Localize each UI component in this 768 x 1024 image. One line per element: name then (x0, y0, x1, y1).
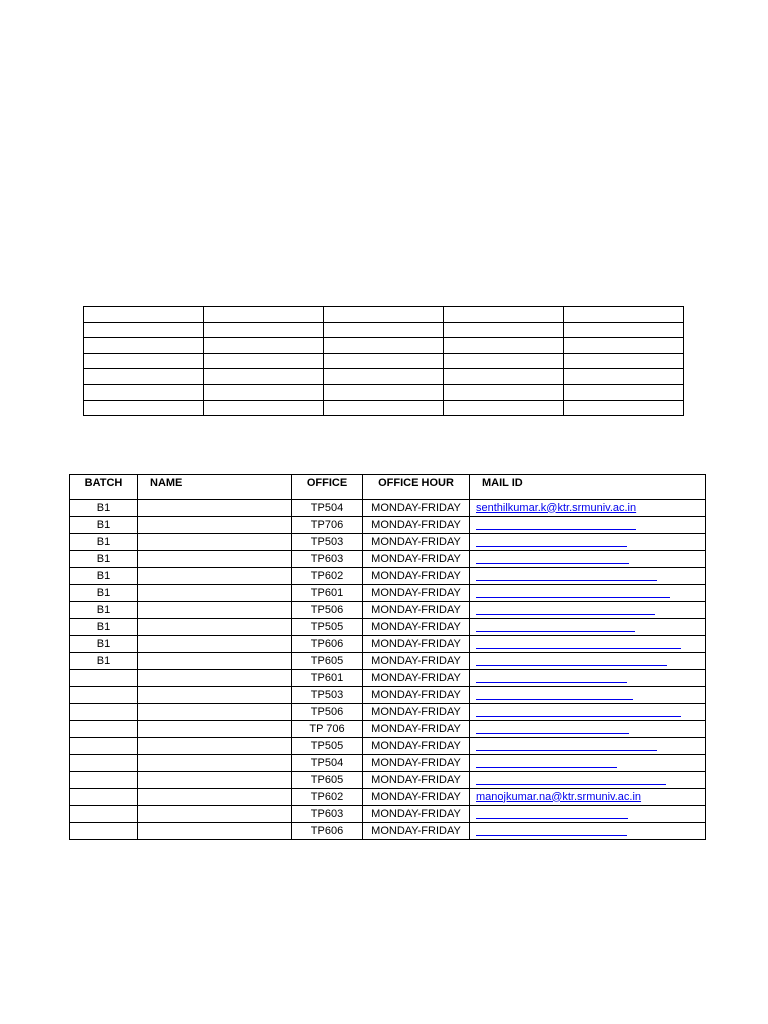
cell-office: TP506 (292, 704, 363, 721)
cell-office: TP606 (292, 823, 363, 840)
cell-office-hour: MONDAY-FRIDAY (363, 534, 470, 551)
cell-office-hour: MONDAY-FRIDAY (363, 636, 470, 653)
empty-cell (444, 322, 564, 338)
cell-name (138, 602, 292, 619)
header-name: NAME (138, 475, 292, 500)
cell-batch (70, 687, 138, 704)
table-row (70, 551, 706, 568)
header-office-hour: OFFICE HOUR (363, 475, 470, 500)
mail-link-empty[interactable] (476, 546, 627, 547)
mail-link-empty[interactable] (476, 597, 670, 598)
cell-batch: B1 (70, 653, 138, 670)
table-header-row (70, 475, 706, 500)
table-row (70, 517, 706, 534)
cell-name (138, 517, 292, 534)
cell-office-hour: MONDAY-FRIDAY (363, 738, 470, 755)
cell-batch (70, 721, 138, 738)
cell-office: TP602 (292, 789, 363, 806)
empty-cell (324, 338, 444, 354)
cell-office-hour: MONDAY-FRIDAY (363, 789, 470, 806)
cell-office: TP 706 (292, 721, 363, 738)
empty-cell (324, 400, 444, 416)
cell-name (138, 721, 292, 738)
cell-office: TP601 (292, 585, 363, 602)
empty-cell (324, 322, 444, 338)
empty-cell (564, 322, 684, 338)
table-row (70, 653, 706, 670)
cell-office-hour: MONDAY-FRIDAY (363, 517, 470, 534)
cell-office: TP605 (292, 653, 363, 670)
cell-office-hour: MONDAY-FRIDAY (363, 551, 470, 568)
cell-mail-id (470, 602, 706, 619)
cell-office: TP503 (292, 687, 363, 704)
table-row (70, 585, 706, 602)
mail-link[interactable]: senthilkumar.k@ktr.srmuniv.ac.in (476, 501, 637, 514)
table-row (70, 687, 706, 704)
cell-mail-id (470, 670, 706, 687)
empty-cell (564, 369, 684, 385)
empty-cell (324, 353, 444, 369)
cell-batch (70, 738, 138, 755)
cell-office: TP601 (292, 670, 363, 687)
table-row (70, 619, 706, 636)
cell-office: TP603 (292, 551, 363, 568)
cell-batch: B1 (70, 551, 138, 568)
cell-batch (70, 772, 138, 789)
cell-batch: B1 (70, 619, 138, 636)
table-row (70, 670, 706, 687)
cell-batch: B1 (70, 568, 138, 585)
mail-link-empty[interactable] (476, 665, 667, 666)
mail-link-empty[interactable] (476, 563, 629, 564)
cell-office: TP505 (292, 619, 363, 636)
table-row (70, 738, 706, 755)
mail-link-empty[interactable] (476, 699, 633, 700)
empty-grid-row (84, 353, 684, 369)
empty-cell (324, 307, 444, 323)
cell-office: TP603 (292, 806, 363, 823)
cell-office: TP706 (292, 517, 363, 534)
cell-batch: B1 (70, 534, 138, 551)
empty-cell (204, 353, 324, 369)
cell-office-hour: MONDAY-FRIDAY (363, 687, 470, 704)
mail-link-empty[interactable] (476, 580, 657, 581)
table-row (70, 806, 706, 823)
cell-office-hour: MONDAY-FRIDAY (363, 568, 470, 585)
cell-name (138, 823, 292, 840)
cell-name (138, 551, 292, 568)
empty-cell (444, 338, 564, 354)
cell-name (138, 806, 292, 823)
mail-link-empty[interactable] (476, 818, 628, 819)
cell-office-hour: MONDAY-FRIDAY (363, 755, 470, 772)
table-row (70, 704, 706, 721)
empty-cell (324, 384, 444, 400)
empty-cell (444, 369, 564, 385)
header-mail-id: MAIL ID (470, 475, 706, 500)
cell-office-hour: MONDAY-FRIDAY (363, 704, 470, 721)
cell-name (138, 619, 292, 636)
empty-cell (84, 353, 204, 369)
empty-cell (564, 353, 684, 369)
cell-office: TP503 (292, 534, 363, 551)
table-body (70, 500, 706, 840)
cell-office: TP504 (292, 755, 363, 772)
cell-name (138, 687, 292, 704)
cell-mail-id (470, 704, 706, 721)
table-row (70, 823, 706, 840)
empty-cell (84, 369, 204, 385)
cell-office: TP504 (292, 500, 363, 517)
mail-link-empty[interactable] (476, 716, 681, 717)
cell-name (138, 534, 292, 551)
table-row (70, 602, 706, 619)
cell-mail-id (470, 721, 706, 738)
cell-mail-id (470, 585, 706, 602)
empty-cell (564, 400, 684, 416)
mail-link-empty[interactable] (476, 529, 636, 530)
empty-grid-row (84, 384, 684, 400)
empty-grid-row (84, 338, 684, 354)
cell-batch (70, 755, 138, 772)
empty-cell (444, 353, 564, 369)
empty-cell (84, 307, 204, 323)
cell-office-hour: MONDAY-FRIDAY (363, 806, 470, 823)
empty-cell (204, 307, 324, 323)
cell-mail-id (470, 772, 706, 789)
mail-link-empty[interactable] (476, 750, 657, 751)
cell-name (138, 704, 292, 721)
cell-office-hour: MONDAY-FRIDAY (363, 721, 470, 738)
empty-cell (204, 369, 324, 385)
empty-cell (444, 384, 564, 400)
cell-name (138, 500, 292, 517)
cell-mail-id (470, 619, 706, 636)
table-row (70, 568, 706, 585)
cell-mail-id (470, 636, 706, 653)
cell-office-hour: MONDAY-FRIDAY (363, 823, 470, 840)
cell-office: TP605 (292, 772, 363, 789)
empty-cell (204, 400, 324, 416)
cell-mail-id (470, 517, 706, 534)
cell-mail-id (470, 534, 706, 551)
cell-mail-id (470, 738, 706, 755)
cell-batch: B1 (70, 636, 138, 653)
empty-cell (84, 384, 204, 400)
cell-batch: B1 (70, 500, 138, 517)
cell-mail-id (470, 789, 706, 806)
cell-office: TP602 (292, 568, 363, 585)
mail-link-empty[interactable] (476, 835, 627, 836)
empty-grid-row (84, 400, 684, 416)
office-hours-table (69, 474, 706, 840)
cell-office-hour: MONDAY-FRIDAY (363, 772, 470, 789)
cell-mail-id (470, 687, 706, 704)
table-row (70, 772, 706, 789)
empty-grid-row (84, 369, 684, 385)
cell-name (138, 738, 292, 755)
empty-cell (84, 338, 204, 354)
cell-batch (70, 789, 138, 806)
cell-name (138, 670, 292, 687)
cell-office: TP505 (292, 738, 363, 755)
cell-mail-id (470, 806, 706, 823)
mail-link-empty[interactable] (476, 614, 655, 615)
cell-office-hour: MONDAY-FRIDAY (363, 602, 470, 619)
table-row (70, 500, 706, 517)
empty-cell (84, 322, 204, 338)
cell-name (138, 585, 292, 602)
table-row (70, 755, 706, 772)
cell-office-hour: MONDAY-FRIDAY (363, 500, 470, 517)
cell-batch (70, 823, 138, 840)
cell-mail-id (470, 755, 706, 772)
cell-mail-id (470, 500, 706, 517)
empty-cell (204, 338, 324, 354)
empty-cell (204, 322, 324, 338)
header-office: OFFICE (292, 475, 363, 500)
cell-office-hour: MONDAY-FRIDAY (363, 670, 470, 687)
cell-mail-id (470, 568, 706, 585)
cell-office: TP606 (292, 636, 363, 653)
cell-name (138, 772, 292, 789)
empty-cell (324, 369, 444, 385)
empty-cell (564, 384, 684, 400)
cell-batch (70, 704, 138, 721)
empty-cell (204, 384, 324, 400)
empty-cell (564, 307, 684, 323)
mail-link-empty[interactable] (476, 631, 635, 632)
cell-batch (70, 806, 138, 823)
cell-office-hour: MONDAY-FRIDAY (363, 653, 470, 670)
mail-link-empty[interactable] (476, 733, 629, 734)
header-batch: BATCH (70, 475, 138, 500)
cell-office-hour: MONDAY-FRIDAY (363, 619, 470, 636)
empty-grid-row (84, 322, 684, 338)
empty-cell (564, 338, 684, 354)
cell-name (138, 653, 292, 670)
table-row (70, 636, 706, 653)
cell-name (138, 789, 292, 806)
cell-batch: B1 (70, 585, 138, 602)
mail-link-empty[interactable] (476, 682, 627, 683)
table-row (70, 789, 706, 806)
empty-cell (84, 400, 204, 416)
cell-office-hour: MONDAY-FRIDAY (363, 585, 470, 602)
cell-mail-id (470, 653, 706, 670)
cell-mail-id (470, 823, 706, 840)
mail-link-empty[interactable] (476, 648, 681, 649)
cell-name (138, 755, 292, 772)
empty-grid-row (84, 307, 684, 323)
cell-batch: B1 (70, 602, 138, 619)
cell-batch (70, 670, 138, 687)
cell-batch: B1 (70, 517, 138, 534)
empty-cell (444, 307, 564, 323)
table-row (70, 534, 706, 551)
cell-mail-id (470, 551, 706, 568)
empty-cell (444, 400, 564, 416)
empty-grid-table (83, 306, 684, 416)
cell-name (138, 568, 292, 585)
mail-link[interactable]: manojkumar.na@ktr.srmuniv.ac.in (476, 790, 642, 803)
cell-name (138, 636, 292, 653)
mail-link-empty[interactable] (476, 784, 666, 785)
table-row (70, 721, 706, 738)
cell-office: TP506 (292, 602, 363, 619)
mail-link-empty[interactable] (476, 767, 617, 768)
